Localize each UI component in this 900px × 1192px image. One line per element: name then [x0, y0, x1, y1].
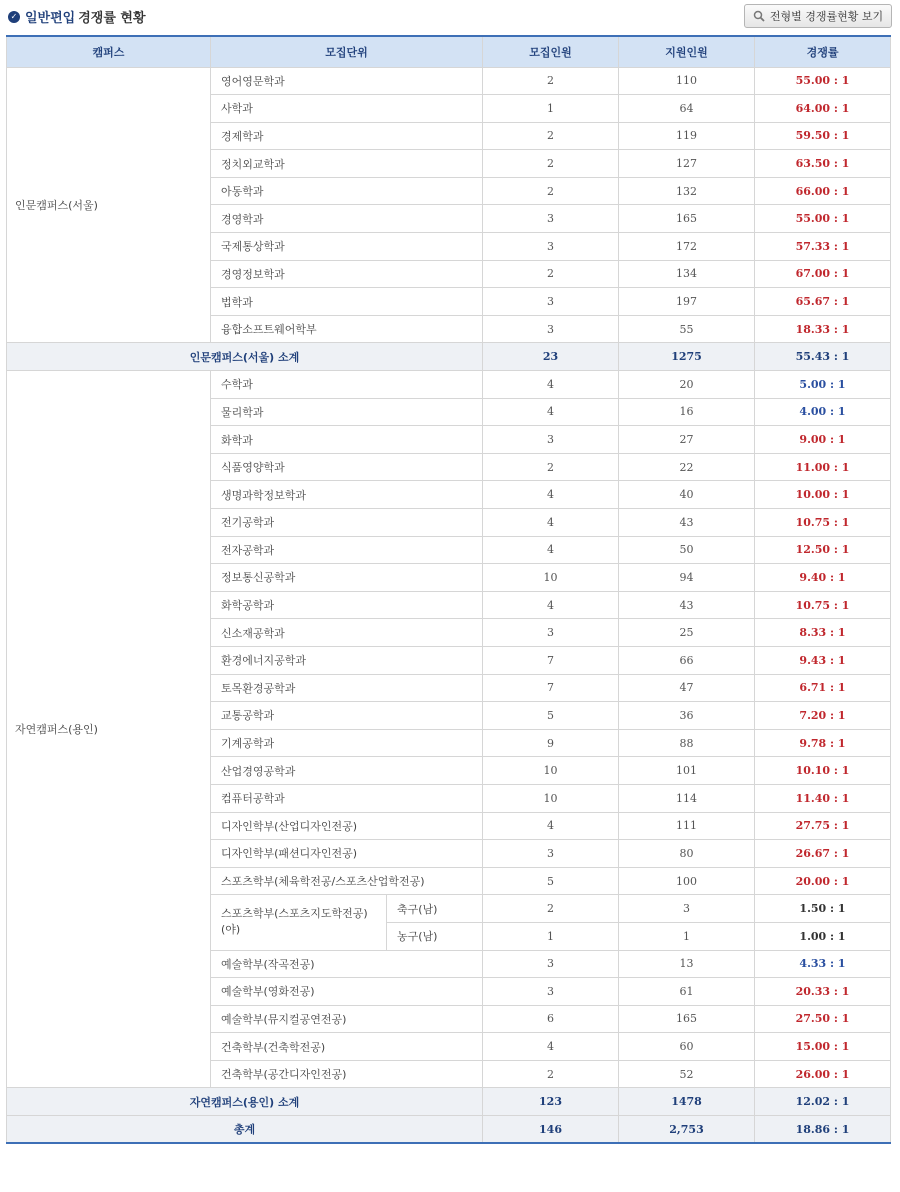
applicants-value: 172: [619, 233, 755, 261]
column-header-quota: 모집인원: [483, 36, 619, 67]
applicants-value: 61: [619, 978, 755, 1006]
sub-unit-name: 농구(남): [387, 922, 483, 950]
applicants-value: 16: [619, 398, 755, 426]
quota-value: 2: [483, 1060, 619, 1088]
unit-name: 기계공학과: [211, 729, 483, 757]
unit-name: 교통공학과: [211, 702, 483, 730]
quota-value: 10: [483, 784, 619, 812]
quota-value: 4: [483, 481, 619, 509]
campus-name: 인문캠퍼스(서울): [7, 67, 211, 343]
rate-value: 59.50 : 1: [755, 122, 891, 150]
title-bar: [8, 4, 892, 30]
rate-value: 27.75 : 1: [755, 812, 891, 840]
unit-name: 스포츠학부(스포츠지도학전공) (야): [211, 895, 387, 950]
quota-value: 4: [483, 398, 619, 426]
column-header-applicants: 지원인원: [619, 36, 755, 67]
total-quota: 146: [483, 1116, 619, 1144]
quota-value: 3: [483, 205, 619, 233]
quota-value: 7: [483, 646, 619, 674]
quota-value: 10: [483, 564, 619, 592]
quota-value: 2: [483, 260, 619, 288]
rate-value: 55.00 : 1: [755, 67, 891, 95]
total-label: 총계: [7, 1116, 483, 1144]
quota-value: 2: [483, 177, 619, 205]
rate-value: 63.50 : 1: [755, 150, 891, 178]
applicants-value: 80: [619, 840, 755, 868]
unit-name: 물리학과: [211, 398, 483, 426]
applicants-value: 111: [619, 812, 755, 840]
applicants-value: 50: [619, 536, 755, 564]
quota-value: 3: [483, 950, 619, 978]
rate-value: 10.75 : 1: [755, 509, 891, 537]
rate-value: 67.00 : 1: [755, 260, 891, 288]
rate-value: 26.67 : 1: [755, 840, 891, 868]
quota-value: 3: [483, 978, 619, 1006]
table-row: [7, 67, 891, 95]
applicants-value: 13: [619, 950, 755, 978]
unit-name: 정보통신공학과: [211, 564, 483, 592]
unit-name: 정치외교학과: [211, 150, 483, 178]
unit-name: 디자인학부(패션디자인전공): [211, 840, 483, 868]
view-button-label: 전형별 경쟁률현황 보기: [769, 10, 884, 23]
unit-name: 예술학부(작곡전공): [211, 950, 483, 978]
unit-name: 화학과: [211, 426, 483, 454]
view-by-admission-type-button[interactable]: [744, 4, 892, 28]
title-text: 경쟁률 현황: [78, 11, 146, 26]
total-row: [7, 1116, 891, 1144]
quota-value: 2: [483, 150, 619, 178]
column-header-campus: 캠퍼스: [7, 36, 211, 67]
applicants-value: 127: [619, 150, 755, 178]
unit-name: 경영학과: [211, 205, 483, 233]
rate-value: 65.67 : 1: [755, 288, 891, 316]
unit-name: 디자인학부(산업디자인전공): [211, 812, 483, 840]
applicants-value: 1: [619, 922, 755, 950]
applicants-value: 36: [619, 702, 755, 730]
unit-name: 신소재공학과: [211, 619, 483, 647]
rate-value: 7.20 : 1: [755, 702, 891, 730]
page-title: [8, 7, 146, 26]
subtotal-applicants: 1478: [619, 1088, 755, 1116]
applicants-value: 165: [619, 1005, 755, 1033]
quota-value: 4: [483, 1033, 619, 1061]
rate-value: 6.71 : 1: [755, 674, 891, 702]
applicants-value: 22: [619, 453, 755, 481]
applicants-value: 40: [619, 481, 755, 509]
unit-name: 경영정보학과: [211, 260, 483, 288]
quota-value: 3: [483, 288, 619, 316]
applicants-value: 94: [619, 564, 755, 592]
unit-name: 사학과: [211, 95, 483, 123]
applicants-value: 52: [619, 1060, 755, 1088]
unit-name: 예술학부(뮤지컬공연전공): [211, 1005, 483, 1033]
quota-value: 4: [483, 536, 619, 564]
unit-name: 컴퓨터공학과: [211, 784, 483, 812]
rate-value: 20.33 : 1: [755, 978, 891, 1006]
subtotal-label: 인문캠퍼스(서울) 소계: [7, 343, 483, 371]
applicants-value: 64: [619, 95, 755, 123]
quota-value: 2: [483, 895, 619, 923]
quota-value: 3: [483, 426, 619, 454]
applicants-value: 47: [619, 674, 755, 702]
rate-value: 4.00 : 1: [755, 398, 891, 426]
quota-value: 7: [483, 674, 619, 702]
unit-name: 융합소프트웨어학부: [211, 315, 483, 343]
column-header-unit: 모집단위: [211, 36, 483, 67]
unit-name: 식품영양학과: [211, 453, 483, 481]
quota-value: 4: [483, 509, 619, 537]
applicants-value: 88: [619, 729, 755, 757]
subtotal-row: [7, 343, 891, 371]
rate-value: 20.00 : 1: [755, 867, 891, 895]
unit-name: 전자공학과: [211, 536, 483, 564]
unit-name: 수학과: [211, 371, 483, 399]
unit-name: 국제통상학과: [211, 233, 483, 261]
applicants-value: 110: [619, 67, 755, 95]
subtotal-rate: 12.02 : 1: [755, 1088, 891, 1116]
applicants-value: 100: [619, 867, 755, 895]
rate-value: 9.43 : 1: [755, 646, 891, 674]
unit-name: 생명과학정보학과: [211, 481, 483, 509]
applicants-value: 43: [619, 591, 755, 619]
table-row: [7, 371, 891, 399]
table-header-row: [7, 36, 891, 67]
total-rate: 18.86 : 1: [755, 1116, 891, 1144]
quota-value: 6: [483, 1005, 619, 1033]
applicants-value: 197: [619, 288, 755, 316]
rate-value: 1.50 : 1: [755, 895, 891, 923]
applicants-value: 66: [619, 646, 755, 674]
applicants-value: 55: [619, 315, 755, 343]
rate-value: 55.00 : 1: [755, 205, 891, 233]
applicants-value: 114: [619, 784, 755, 812]
rate-value: 9.40 : 1: [755, 564, 891, 592]
applicants-value: 20: [619, 371, 755, 399]
quota-value: 3: [483, 233, 619, 261]
quota-value: 2: [483, 453, 619, 481]
rate-value: 1.00 : 1: [755, 922, 891, 950]
rate-value: 15.00 : 1: [755, 1033, 891, 1061]
rate-value: 18.33 : 1: [755, 315, 891, 343]
check-circle-icon: ✓: [8, 11, 20, 23]
applicants-value: 132: [619, 177, 755, 205]
subtotal-row: [7, 1088, 891, 1116]
rate-value: 9.78 : 1: [755, 729, 891, 757]
quota-value: 1: [483, 922, 619, 950]
quota-value: 4: [483, 371, 619, 399]
unit-name: 경제학과: [211, 122, 483, 150]
unit-name: 산업경영공학과: [211, 757, 483, 785]
applicants-value: 3: [619, 895, 755, 923]
quota-value: 4: [483, 812, 619, 840]
applicants-value: 101: [619, 757, 755, 785]
subtotal-quota: 23: [483, 343, 619, 371]
subtotal-applicants: 1275: [619, 343, 755, 371]
quota-value: 1: [483, 95, 619, 123]
rate-value: 10.10 : 1: [755, 757, 891, 785]
applicants-value: 165: [619, 205, 755, 233]
rate-value: 11.40 : 1: [755, 784, 891, 812]
rate-value: 10.00 : 1: [755, 481, 891, 509]
quota-value: 5: [483, 702, 619, 730]
applicants-value: 134: [619, 260, 755, 288]
quota-value: 3: [483, 840, 619, 868]
rate-value: 5.00 : 1: [755, 371, 891, 399]
quota-value: 3: [483, 619, 619, 647]
competition-rate-table: [6, 35, 891, 1144]
sub-unit-name: 축구(남): [387, 895, 483, 923]
unit-name: 법학과: [211, 288, 483, 316]
rate-value: 26.00 : 1: [755, 1060, 891, 1088]
applicants-value: 25: [619, 619, 755, 647]
rate-value: 10.75 : 1: [755, 591, 891, 619]
rate-value: 57.33 : 1: [755, 233, 891, 261]
unit-name: 예술학부(영화전공): [211, 978, 483, 1006]
rate-value: 27.50 : 1: [755, 1005, 891, 1033]
subtotal-label: 자연캠퍼스(용인) 소계: [7, 1088, 483, 1116]
rate-value: 8.33 : 1: [755, 619, 891, 647]
quota-value: 4: [483, 591, 619, 619]
applicants-value: 43: [619, 509, 755, 537]
unit-name: 영어영문학과: [211, 67, 483, 95]
rate-value: 66.00 : 1: [755, 177, 891, 205]
unit-name: 전기공학과: [211, 509, 483, 537]
applicants-value: 60: [619, 1033, 755, 1061]
applicants-value: 119: [619, 122, 755, 150]
unit-name: 토목환경공학과: [211, 674, 483, 702]
unit-name: 건축학부(공간디자인전공): [211, 1060, 483, 1088]
subtotal-rate: 55.43 : 1: [755, 343, 891, 371]
campus-name: 자연캠퍼스(용인): [7, 371, 211, 1088]
quota-value: 10: [483, 757, 619, 785]
rate-value: 9.00 : 1: [755, 426, 891, 454]
unit-name: 건축학부(건축학전공): [211, 1033, 483, 1061]
rate-value: 64.00 : 1: [755, 95, 891, 123]
title-highlight: 일반편입: [25, 11, 76, 26]
subtotal-quota: 123: [483, 1088, 619, 1116]
rate-value: 11.00 : 1: [755, 453, 891, 481]
unit-name: 스포츠학부(체육학전공/스포츠산업학전공): [211, 867, 483, 895]
total-applicants: 2,753: [619, 1116, 755, 1144]
unit-name: 환경에너지공학과: [211, 646, 483, 674]
quota-value: 3: [483, 315, 619, 343]
quota-value: 5: [483, 867, 619, 895]
quota-value: 2: [483, 67, 619, 95]
unit-name: 화학공학과: [211, 591, 483, 619]
table-body: [7, 67, 891, 1143]
rate-value: 12.50 : 1: [755, 536, 891, 564]
quota-value: 9: [483, 729, 619, 757]
column-header-rate: 경쟁률: [755, 36, 891, 67]
applicants-value: 27: [619, 426, 755, 454]
unit-name: 아동학과: [211, 177, 483, 205]
search-icon: [753, 10, 765, 22]
rate-value: 4.33 : 1: [755, 950, 891, 978]
quota-value: 2: [483, 122, 619, 150]
